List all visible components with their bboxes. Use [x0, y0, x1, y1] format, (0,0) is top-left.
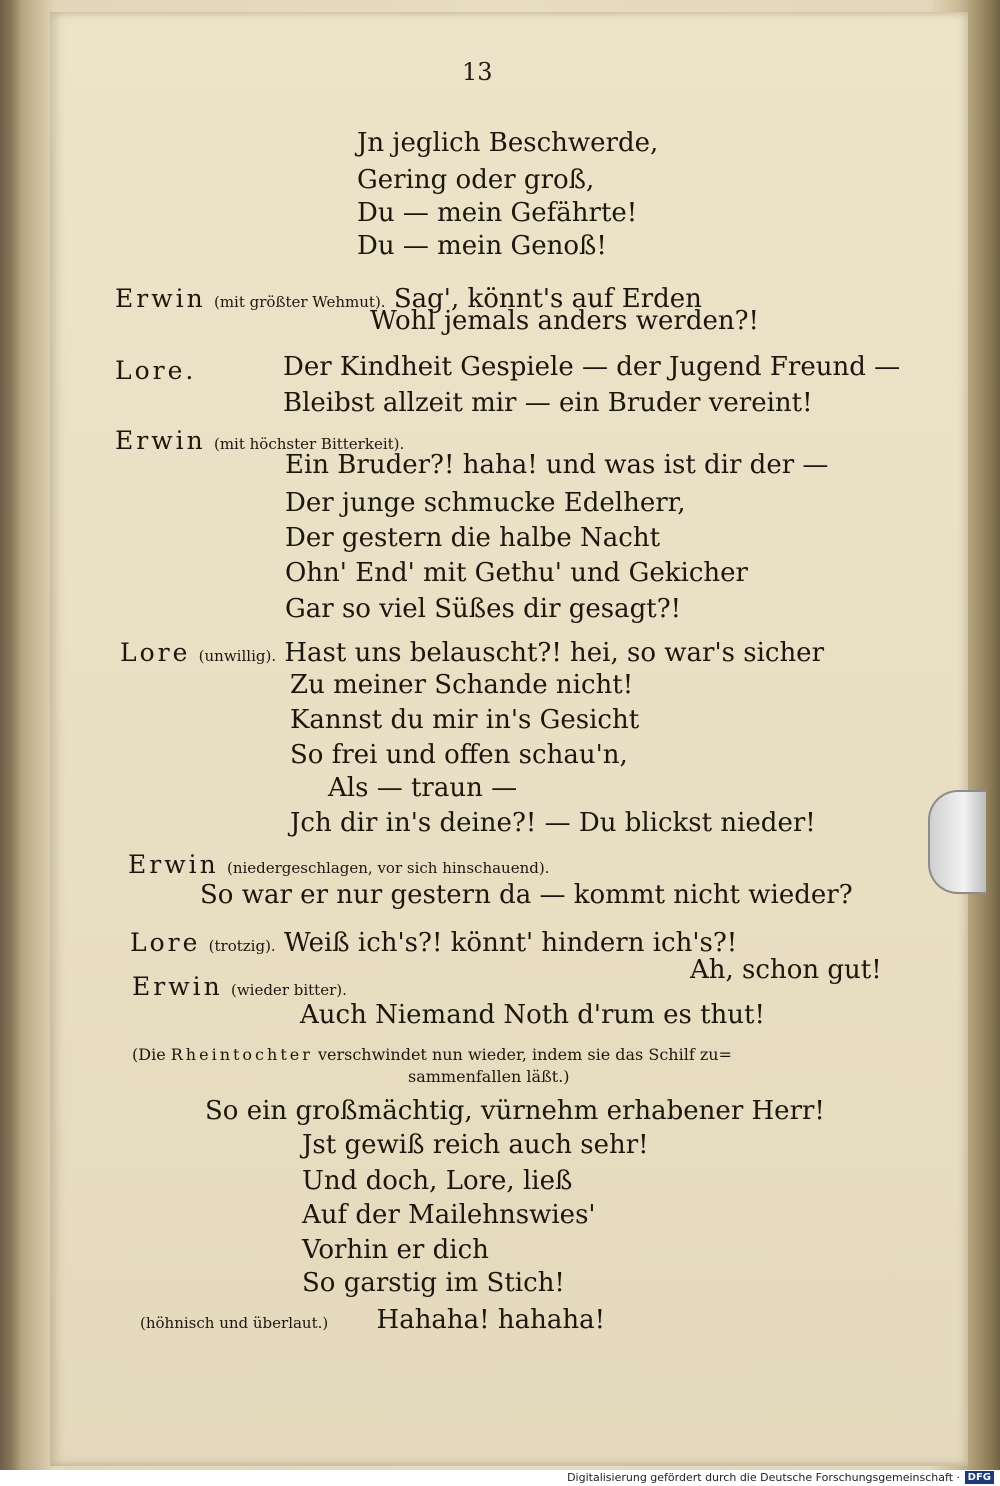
verse-line: Jst gewiß reich auch sehr!: [302, 1130, 649, 1160]
verse-line: Jn jeglich Beschwerde,: [357, 128, 659, 158]
verse-line: Der gestern die halbe Nacht: [285, 523, 661, 553]
verse-line: Der junge schmucke Edelherr,: [285, 488, 686, 518]
stage-direction: (niedergeschlagen, vor sich hinschauend).: [226, 859, 550, 877]
speech-line: [120, 638, 824, 671]
verse-line: So war er nur gestern da — kommt nicht wieder?: [200, 880, 853, 910]
verse-line: So garstig im Stich!: [302, 1268, 565, 1298]
verse-line: So ein großmächtig, vürnehm erhabener Herr!: [205, 1096, 825, 1126]
dfg-logo: DFG: [965, 1471, 994, 1484]
speech-line: [130, 928, 737, 961]
verse-line: Ohn' End' mit Gethu' und Gekicher: [285, 558, 748, 588]
speaker-name: Lore: [130, 928, 201, 957]
page-tab-clip: [928, 790, 986, 894]
verse-line: Kannst du mir in's Gesicht: [290, 705, 640, 735]
verse-line: Du — mein Genoß!: [357, 231, 607, 261]
verse-line: Ein Bruder?! haha! und was ist dir der —: [285, 450, 829, 480]
speaker-name: Erwin: [132, 972, 223, 1001]
speaker-name: Erwin: [128, 850, 219, 879]
stage-direction: (höhnisch und überlaut.): [140, 1314, 329, 1332]
verse-line: Gar so viel Süßes dir gesagt?!: [285, 594, 682, 624]
stage-direction: (wieder bitter).: [230, 981, 347, 999]
speaker-name: Lore: [120, 638, 191, 667]
verse-line: So frei und offen schau'n,: [290, 740, 628, 770]
speaker-name: Erwin: [115, 426, 206, 455]
verse-line: Auch Niemand Noth d'rum es thut!: [300, 1000, 765, 1030]
speaker-name: Erwin: [115, 284, 206, 313]
verse-line: Jch dir in's deine?! — Du blickst nieder!: [290, 808, 816, 838]
verse-text: Weiß ich's?! könnt' hindern ich's?!: [283, 928, 738, 958]
verse-line: Als — traun —: [328, 773, 518, 803]
verse-line: Zu meiner Schande nicht!: [290, 670, 634, 700]
verse-line: Auf der Mailehnswies': [302, 1200, 596, 1230]
stage-direction: (Die: [132, 1045, 166, 1064]
verse-line: Du — mein Gefährte!: [357, 198, 638, 228]
speech-line: [140, 1305, 605, 1338]
verse-line: Ah, schon gut!: [690, 955, 882, 985]
stage-direction: (mit höchster Bitterkeit).: [213, 435, 405, 453]
page-number: 13: [462, 58, 493, 86]
stage-direction: (mit größter Wehmut).: [213, 293, 386, 311]
verse-line: Gering oder groß,: [357, 165, 595, 195]
stage-direction: verschwindet nun wieder, indem sie das Schilf zu=: [317, 1045, 732, 1064]
verse-line: Wohl jemals anders werden?!: [370, 306, 760, 336]
verse-line: Bleibst allzeit mir — ein Bruder vereint!: [283, 388, 813, 418]
speaker-name: Lore.: [115, 356, 197, 385]
stage-direction: (unwillig).: [198, 647, 277, 665]
verse-line: Und doch, Lore, ließ: [302, 1166, 573, 1196]
verse-text: Hast uns belauscht?! hei, so war's sicher: [284, 638, 825, 668]
verse-text: Sag', könnt's auf Erden: [393, 284, 702, 314]
verse-text: Hahaha! hahaha!: [376, 1305, 606, 1335]
stage-direction: (trotzig).: [208, 937, 276, 955]
verse-line: Vorhin er dich: [302, 1235, 489, 1265]
footer-credit: Digitalisierung gefördert durch die Deutsche Forschungsgemeinschaft ·: [567, 1471, 960, 1484]
speech-line: [128, 850, 549, 883]
stage-direction: sammenfallen läßt.): [408, 1067, 570, 1086]
character-name: Rheintochter: [170, 1045, 313, 1064]
verse-line: Der Kindheit Gespiele — der Jugend Freund —: [283, 352, 901, 382]
